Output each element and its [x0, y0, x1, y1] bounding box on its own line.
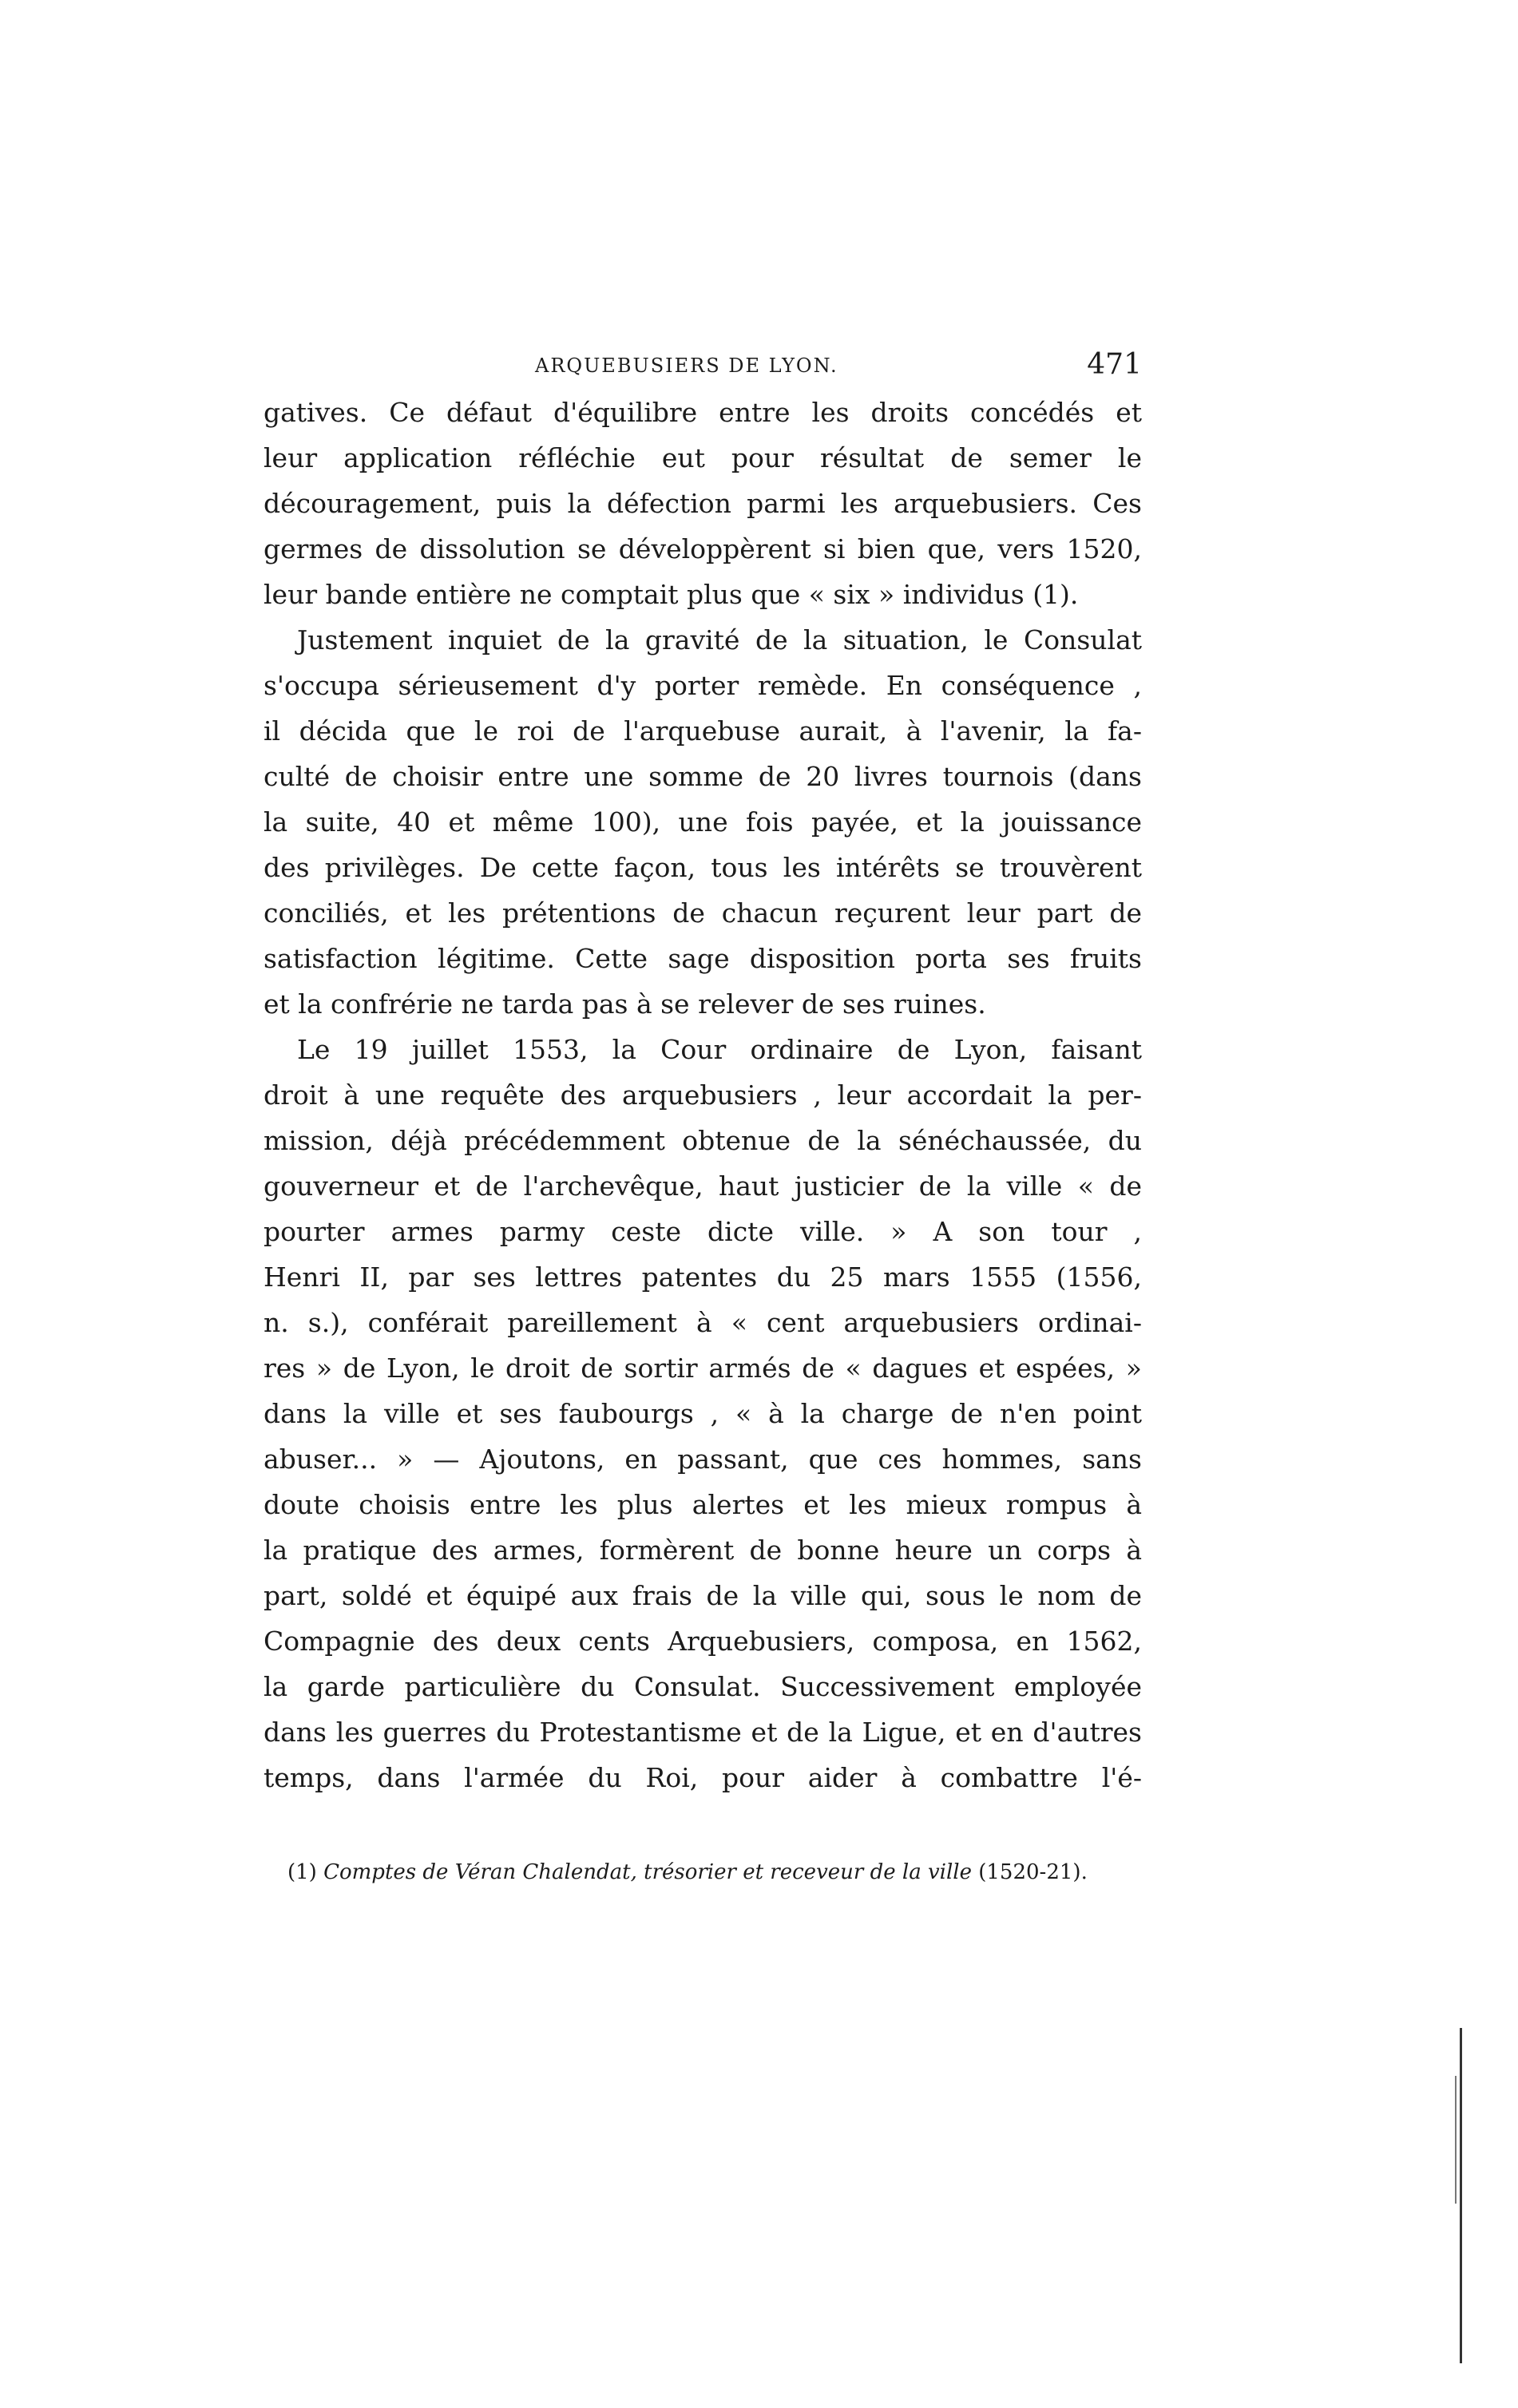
text-line: s'occupa sérieusement d'y porter remède. En conséquence , [264, 670, 1142, 701]
footnote-text: Comptes de Véran Chalendat, trésorier et receveur de la ville [323, 1860, 972, 1884]
text-line: abuser... » — Ajoutons, en passant, que ces hommes, sans [264, 1444, 1142, 1475]
text-line: germes de dissolution se développèrent si bien que, vers 1520, [264, 533, 1142, 564]
text-line: satisfaction légitime. Cette sage disposition porta ses fruits [264, 943, 1142, 974]
text-line: dans la ville et ses faubourgs , « à la charge de n'en point [264, 1398, 1142, 1429]
footnote-marker: (1) [287, 1860, 317, 1884]
text-line: culté de choisir entre une somme de 20 livres tournois (dans [264, 761, 1142, 792]
text-line: gatives. Ce défaut d'équilibre entre les droits concédés et [264, 397, 1142, 428]
text-line: temps, dans l'armée du Roi, pour aider à combattre l'é- [264, 1762, 1142, 1793]
scan-edge-mark [1455, 2076, 1457, 2204]
running-title: ARQUEBUSIERS DE LYON. [535, 354, 838, 377]
text-line: Le 19 juillet 1553, la Cour ordinaire de Lyon, faisant [297, 1034, 1142, 1065]
text-line: leur bande entière ne comptait plus que « six » individus (1). [264, 579, 1079, 610]
text-line: mission, déjà précédemment obtenue de la sénéchaussée, du [264, 1125, 1142, 1156]
text-line: conciliés, et les prétentions de chacun reçurent leur part de [264, 897, 1142, 929]
text-line: et la confrérie ne tarda pas à se relever de ses ruines. [264, 988, 986, 1020]
text-line: découragement, puis la défection parmi les arquebusiers. Ces [264, 488, 1142, 519]
text-line: il décida que le roi de l'arquebuse aurait, à l'avenir, la fa- [264, 715, 1142, 747]
text-line: droit à une requête des arquebusiers , leur accordait la per- [264, 1079, 1142, 1111]
text-line: la pratique des armes, formèrent de bonne heure un corps à [264, 1535, 1142, 1566]
text-line: la suite, 40 et même 100), une fois payée, et la jouissance [264, 806, 1142, 838]
text-line: gouverneur et de l'archevêque, haut justicier de la ville « de [264, 1170, 1142, 1202]
page-number: 471 [1087, 348, 1142, 381]
body-text [264, 390, 1142, 1800]
text-line: Compagnie des deux cents Arquebusiers, composa, en 1562, [264, 1626, 1142, 1657]
text-line: dans les guerres du Protestantisme et de la Ligue, et en d'autres [264, 1717, 1142, 1748]
footnote-date: (1520-21). [978, 1860, 1088, 1884]
text-line: doute choisis entre les plus alertes et les mieux rompus à [264, 1489, 1142, 1520]
text-line: des privilèges. De cette façon, tous les intérêts se trouvèrent [264, 852, 1142, 883]
text-line: pourter armes parmy ceste dicte ville. » A son tour , [264, 1216, 1142, 1247]
text-line: part, soldé et équipé aux frais de la ville qui, sous le nom de [264, 1580, 1142, 1611]
text-line: Henri II, par ses lettres patentes du 25 mars 1555 (1556, [264, 1261, 1142, 1293]
running-head [264, 348, 1142, 391]
text-line: leur application réfléchie eut pour résultat de semer le [264, 442, 1142, 473]
text-line: n. s.), conférait pareillement à « cent arquebusiers ordinai- [264, 1307, 1142, 1338]
text-line: res » de Lyon, le droit de sortir armés de « dagues et espées, » [264, 1353, 1142, 1384]
footnote [287, 1860, 1088, 1884]
scan-edge-mark [1460, 2028, 1462, 2363]
text-line: Justement inquiet de la gravité de la situation, le Consulat [297, 624, 1142, 655]
text-line: la garde particulière du Consulat. Successivement employée [264, 1671, 1142, 1702]
